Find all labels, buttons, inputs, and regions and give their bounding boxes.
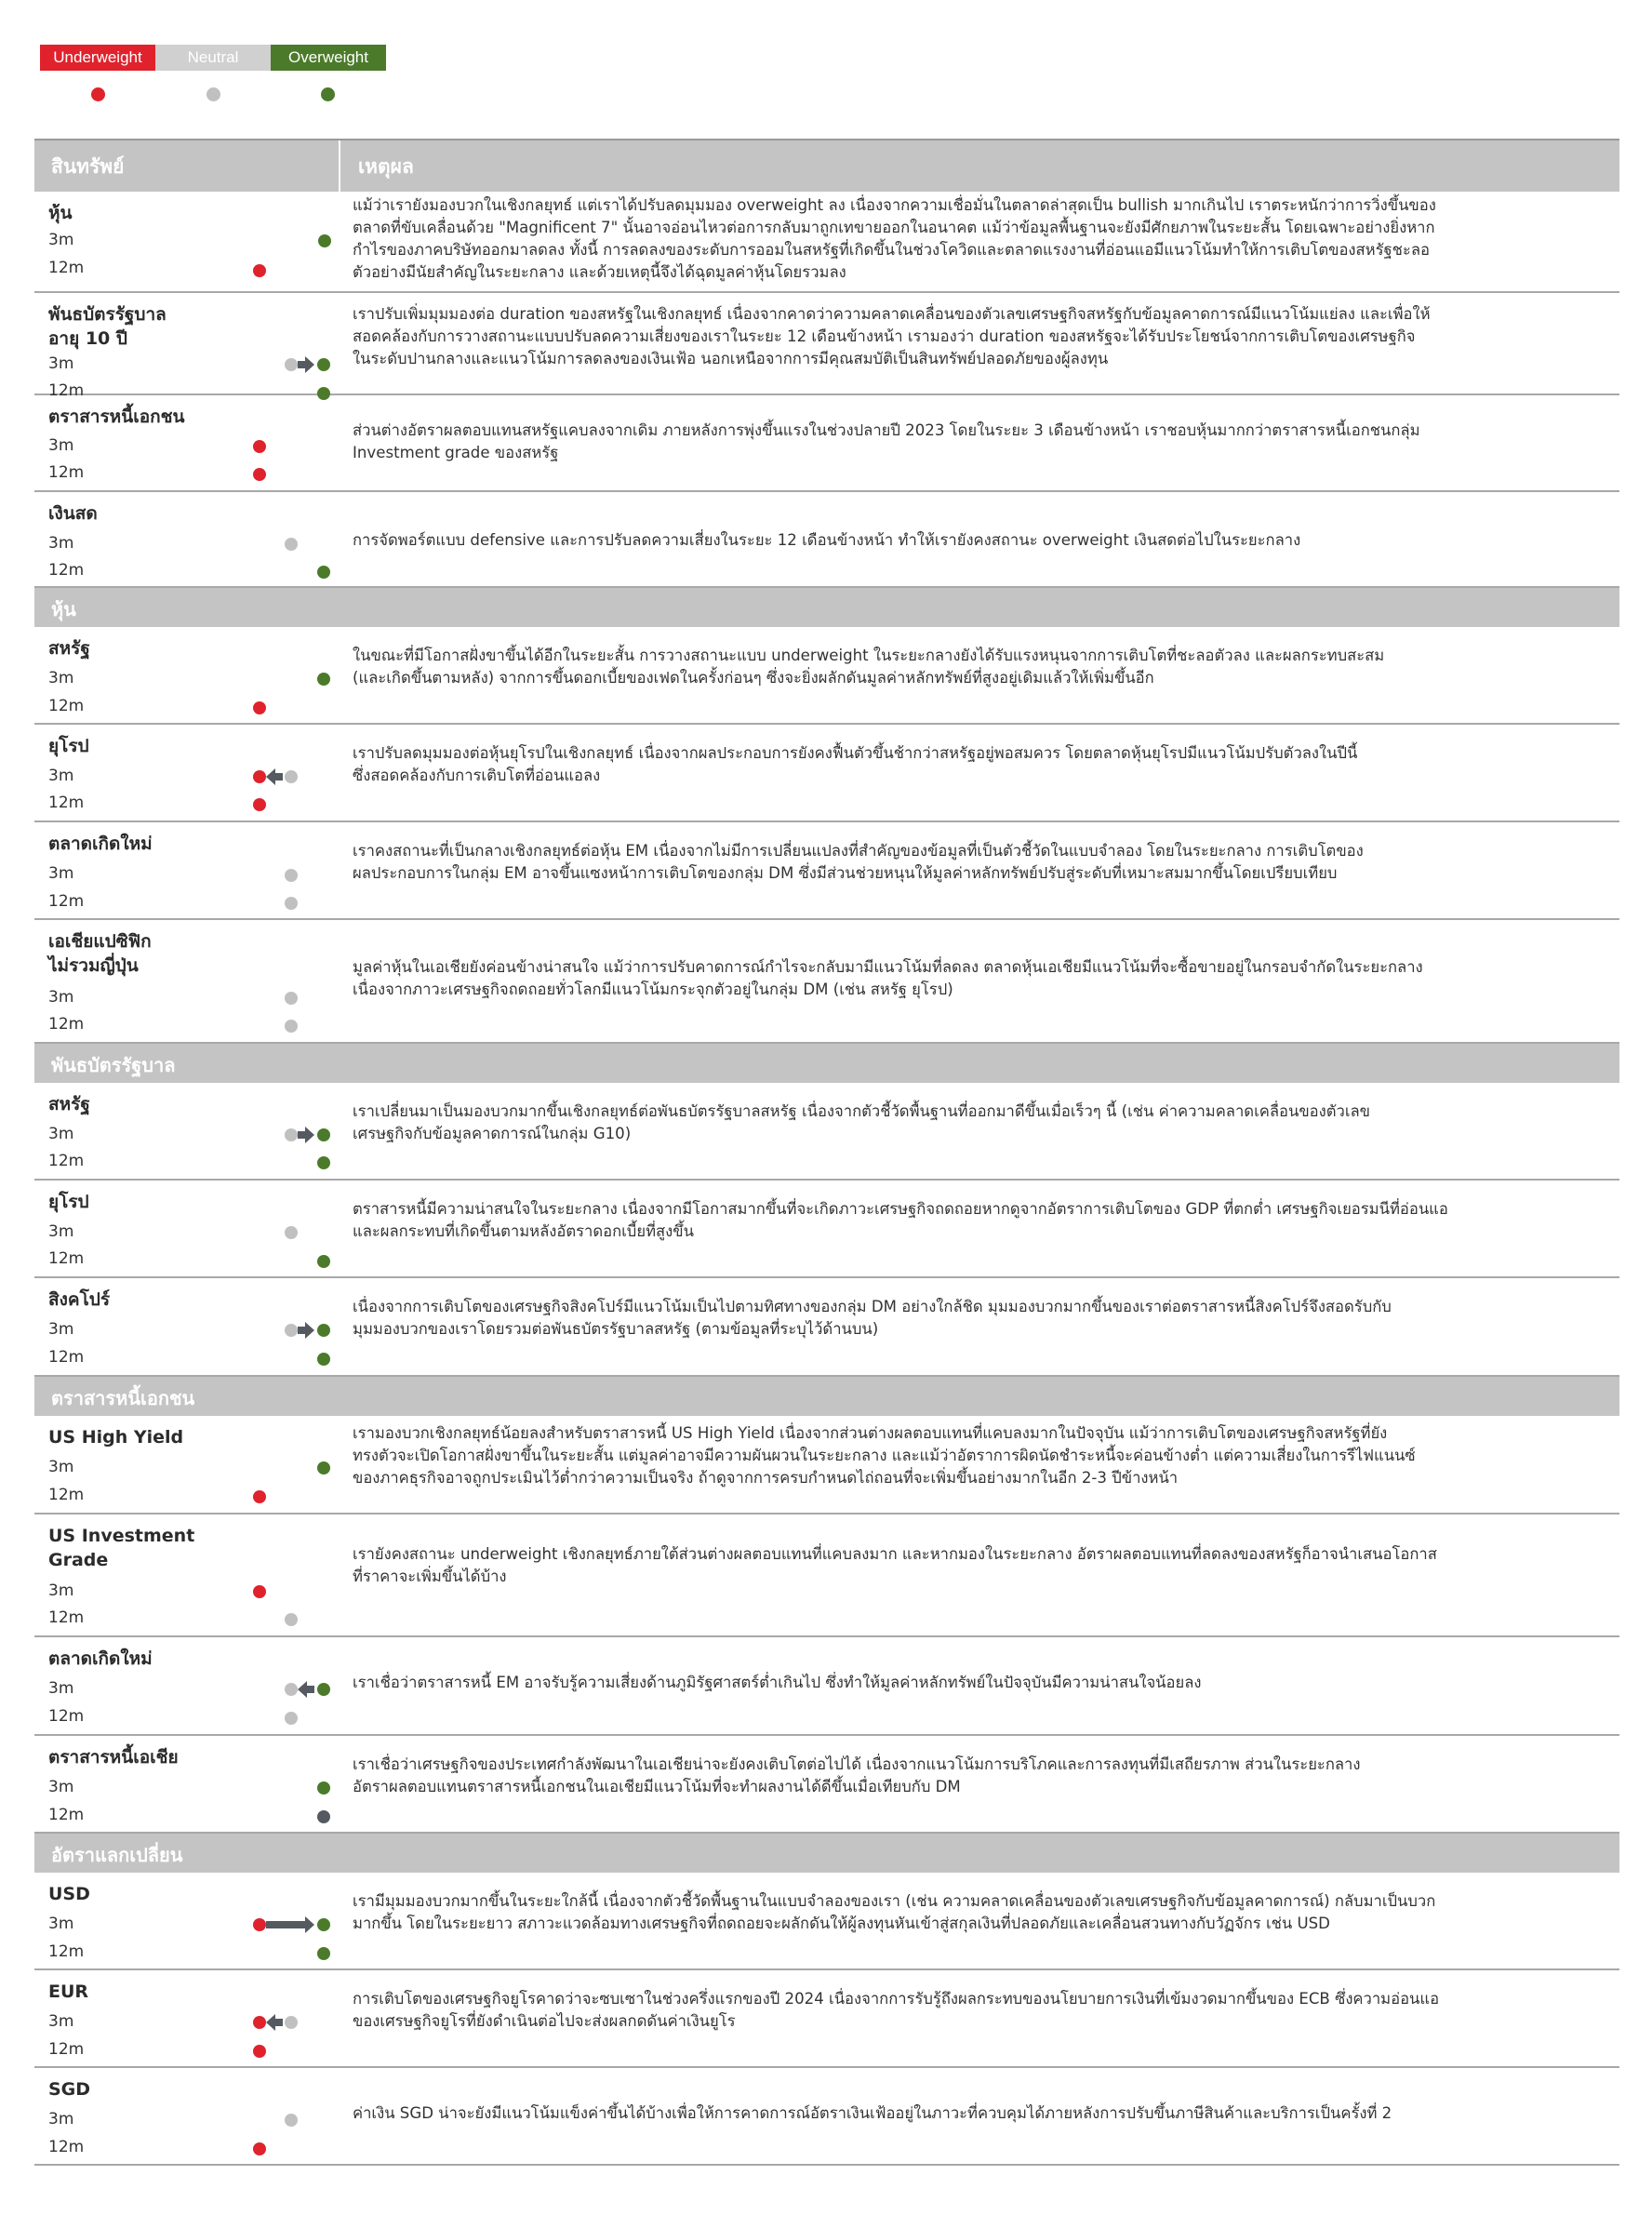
arrow-left-icon bbox=[275, 773, 283, 781]
reason-line: ตัวอย่างมีนัยสำคัญในระยะกลาง และด้วยเหตุนี้จึงได้ฉุดมูลค่าหุ้นโดยรวมลง bbox=[353, 263, 846, 281]
label-12m: 12m bbox=[48, 259, 85, 277]
arrow-left-icon bbox=[275, 2019, 283, 2026]
dot-3m-previous-underweight bbox=[253, 1918, 266, 1931]
row-us-equities bbox=[34, 627, 1619, 725]
reason-line: ในขณะที่มีโอกาสฝั่งขาขึ้นได้อีกในระยะสั้น การวางสถานะแบบ underweight ในระยะกลางยังได้รับแรงหนุนจากการเติบโตที่ชะลอตัวลง และผลกระทบสะสม bbox=[353, 647, 1385, 664]
dot-12m-overweight bbox=[317, 1156, 330, 1169]
row-title: ยุโรป bbox=[48, 1192, 89, 1212]
section-govt-bonds bbox=[34, 1044, 1619, 1083]
label-12m: 12m bbox=[48, 1249, 85, 1268]
row-asia-bonds bbox=[34, 1736, 1619, 1834]
legend-dot-overweight bbox=[321, 87, 335, 101]
row-title-line: อายุ 10 ปี bbox=[48, 328, 127, 349]
label-12m: 12m bbox=[48, 1152, 85, 1170]
dot-12m-overweight bbox=[317, 1947, 330, 1960]
dot-12m-underweight bbox=[253, 1490, 266, 1503]
row-title bbox=[48, 929, 234, 978]
legend-neutral: Neutral bbox=[155, 45, 271, 71]
label-3m: 3m bbox=[48, 354, 74, 373]
reason-line: สอดคล้องกับการวางสถานะแบบปรับลดความเสี่ยงของเราในระยะ 12 เดือนข้างหน้า เรามองว่า duration ของสหรัฐจะได้รับประโยชน์จากการเติบโตของเศรษฐกิจ bbox=[353, 327, 1416, 345]
label-12m: 12m bbox=[48, 1486, 85, 1504]
reason-text bbox=[353, 529, 1604, 552]
row-title: USD bbox=[48, 1884, 90, 1904]
reason-line: (และเกิดขึ้นตามหลัง) จากการขึ้นดอกเบี้ยของเฟดในครั้งก่อนๆ ซึ่งจะยิ่งผลักดันมูลค่าหลักทรัพย์ที่สูงอยู่เดิมแล้วให้เพิ่มขึ้นอีก bbox=[353, 669, 1154, 687]
label-12m: 12m bbox=[48, 892, 85, 911]
arrow-head-icon bbox=[305, 1322, 314, 1339]
section-label: ตราสารหนี้เอกชน bbox=[51, 1387, 195, 1409]
dot-3m-previous-neutral bbox=[285, 1128, 298, 1141]
reason-line: มูลค่าหุ้นในเอเชียยังค่อนข้างน่าสนใจ แม้ว่าการปรับคาดการณ์กำไรจะกลับมามีแนวโน้มที่ลดลง ตลาดหุ้นเอเชียมีแนวโน้มที่จะซื้อขายอยู่ในกรอบจำกัดในระยะกลาง bbox=[353, 958, 1423, 976]
dot-3m-neutral bbox=[285, 1226, 298, 1239]
arrow-head-icon bbox=[298, 1681, 307, 1698]
header-reason: เหตุผล bbox=[358, 155, 414, 178]
row-title: สหรัฐ bbox=[48, 1094, 90, 1114]
dot-12m-underweight bbox=[253, 2045, 266, 2058]
reason-line: ผลประกอบการในกลุ่ม EM อาจขึ้นแซงหน้าการเติบโตของกลุ่ม DM ซึ่งมีส่วนช่วยหนุนให้มูลค่าหลักทรัพย์ปรับสู่ระดับที่เหมาะสมมากขึ้นโดยเปรียบเทียบ bbox=[353, 864, 1338, 882]
dot-12m-neutral bbox=[285, 897, 298, 910]
row-title bbox=[48, 1524, 234, 1572]
reason-line: มุมมองบวกของเราโดยรวมต่อพันธบัตรรัฐบาลสหรัฐ (ตามข้อมูลที่ระบุไว้ด้านบน) bbox=[353, 1320, 879, 1338]
reason-line: เรามองบวกเชิงกลยุทธ์น้อยลงสำหรับตราสารหนี้ US High Yield เนื่องจากส่วนต่างผลตอบแทนที่แคบลงมากในปัจจุบัน แม้ว่าการเติบโตของเศรษฐกิจสหรัฐที่ยัง bbox=[353, 1424, 1388, 1442]
reason-line: กำไรของภาคบริษัทออกมาลดลง ทั้งนี้ การลดลงของระดับการออมในสหรัฐที่เกิดขึ้นในช่วงโควิดและตลาดแรงงานที่อ่อนแอมีแนวโน้มทำให้การเติบโตของสหรัฐชะลอ bbox=[353, 241, 1430, 259]
arrow-head-icon bbox=[266, 768, 275, 785]
reason-line: ตลาดที่ขับเคลื่อนด้วย "Magnificent 7" นั้นอาจอ่อนไหวต่อการกลับมาถูกเทขายออกในอนาคต แม้ว่าข้อมูลพื้นฐานจะยังมีศักยภาพในระยะสั้น โดยเฉพาะอย่างยิ่งหาก bbox=[353, 219, 1435, 236]
label-3m: 3m bbox=[48, 1320, 74, 1339]
label-12m: 12m bbox=[48, 1608, 85, 1627]
label-12m: 12m bbox=[48, 1015, 85, 1034]
dot-3m-underweight bbox=[253, 770, 266, 783]
reason-text bbox=[353, 956, 1604, 1001]
dot-3m-neutral bbox=[285, 992, 298, 1005]
reason-line: มากขึ้น โดยในระยะยาว สภาวะแวดล้อมทางเศรษฐกิจที่ถดถอยจะผลักดันให้ผู้ลงทุนหันเข้าสู่สกุลเงินที่ปลอดภัยและเคลื่อนสวนทางกับวัฏจักร เช่น USD bbox=[353, 1915, 1330, 1932]
label-12m: 12m bbox=[48, 381, 85, 400]
label-12m: 12m bbox=[48, 2040, 85, 2059]
reason-line: การจัดพอร์ตแบบ defensive และการปรับลดความเสี่ยงในระยะ 12 เดือนข้างหน้า ทำให้เรายังคงสถานะ overweight เงินสดต่อไปในระยะกลาง bbox=[353, 531, 1301, 549]
reason-text bbox=[353, 1988, 1604, 2033]
dot-3m-previous-neutral bbox=[285, 358, 298, 371]
dot-3m-overweight bbox=[317, 1128, 330, 1141]
row-title bbox=[48, 302, 234, 351]
dot-3m-underweight bbox=[253, 2016, 266, 2029]
legend-overweight: Overweight bbox=[271, 45, 386, 71]
reason-line: เราเชื่อว่าตราสารหนี้ EM อาจรับรู้ความเสี่ยงด้านภูมิรัฐศาสตร์ต่ำเกินไป ซึ่งทำให้มูลค่าหลักทรัพย์ในปัจจุบันมีความน่าสนใจน้อยลง bbox=[353, 1674, 1202, 1691]
section-corporate-bonds bbox=[34, 1377, 1619, 1416]
dot-3m-overweight bbox=[317, 358, 330, 371]
row-title: สิงคโปร์ bbox=[48, 1289, 111, 1310]
row-title: US High Yield bbox=[48, 1427, 184, 1448]
row-us-high-yield bbox=[34, 1416, 1619, 1514]
dot-12m-neutral bbox=[285, 1613, 298, 1626]
row-title-line: เอเชียแปซิฟิก bbox=[48, 931, 152, 952]
row-us-govt-bonds bbox=[34, 1083, 1619, 1181]
row-em-bonds bbox=[34, 1637, 1619, 1736]
dot-3m-overweight bbox=[317, 1683, 330, 1696]
reason-line: เราเปลี่ยนมาเป็นมองบวกมากขึ้นเชิงกลยุทธ์ต่อพันธบัตรรัฐบาลสหรัฐ เนื่องจากตัวชี้วัดพื้นฐานที่ออกมาดีขึ้นเมื่อเร็วๆ นี้ (เช่น ค่าความคลาดเคลื่อนของตัวเลข bbox=[353, 1102, 1371, 1120]
reason-line: เราเชื่อว่าเศรษฐกิจของประเทศกำลังพัฒนาในเอเชียน่าจะยังคงเติบโตต่อไปได้ เนื่องจากแนวโน้มการบริโภคและการลงทุนที่มีเสถียรภาพ ส่วนในระยะกลาง bbox=[353, 1755, 1361, 1773]
legend-dot-underweight bbox=[91, 87, 105, 101]
row-title-line: พันธบัตรรัฐบาล bbox=[48, 304, 167, 325]
reason-text bbox=[353, 840, 1604, 885]
section-fx bbox=[34, 1834, 1619, 1873]
reason-text bbox=[353, 1422, 1604, 1489]
arrow-right-icon bbox=[298, 361, 305, 368]
reason-line: การเติบโตของเศรษฐกิจยูโรคาดว่าจะซบเซาในช่วงครึ่งแรกของปี 2024 เนื่องจากการรับรู้ถึงผลกระทบของนโยบายการเงินที่เข้มงวดมากขึ้นของ ECB ซึ่งความอ่อนแอ bbox=[353, 1990, 1440, 2008]
reason-line: ที่ราคาจะเพิ่มขึ้นได้บ้าง bbox=[353, 1568, 507, 1585]
arrow-head-icon bbox=[305, 1916, 314, 1933]
row-eur bbox=[34, 1970, 1619, 2068]
arrow-left-icon bbox=[307, 1686, 314, 1693]
dot-12m-neutral bbox=[285, 1020, 298, 1033]
arrow-head-icon bbox=[305, 356, 314, 373]
dot-3m-neutral bbox=[285, 538, 298, 551]
row-title: ตราสารหนี้เอเชีย bbox=[48, 1747, 179, 1768]
label-3m: 3m bbox=[48, 534, 74, 553]
label-3m: 3m bbox=[48, 2012, 74, 2031]
reason-text bbox=[353, 742, 1604, 787]
label-3m: 3m bbox=[48, 1915, 74, 1933]
reason-line: และผลกระทบที่เกิดขึ้นตามหลังอัตราดอกเบี้ยที่สูงขึ้น bbox=[353, 1222, 694, 1240]
row-title: SGD bbox=[48, 2079, 91, 2100]
label-3m: 3m bbox=[48, 1222, 74, 1241]
reason-line: ซึ่งสอดคล้องกับการเติบโตที่อ่อนแอลง bbox=[353, 767, 601, 784]
dot-3m-underweight bbox=[253, 440, 266, 453]
row-equities bbox=[34, 192, 1619, 293]
dot-3m-neutral bbox=[285, 869, 298, 882]
dot-12m-underweight bbox=[253, 2142, 266, 2155]
reason-text bbox=[353, 303, 1604, 370]
reason-text bbox=[353, 645, 1604, 689]
section-equities bbox=[34, 588, 1619, 627]
reason-text bbox=[353, 194, 1604, 284]
reason-text bbox=[353, 1754, 1604, 1798]
reason-line: ตราสารหนี้มีความน่าสนใจในระยะกลาง เนื่องจากมีโอกาสมากขึ้นที่จะเกิดภาวะเศรษฐกิจถดถอยหากดูจากอัตราการเติบโตของ GDP ที่ตกต่ำ เศรษฐกิจเยอรมนีที่อ่อนแอ bbox=[353, 1200, 1448, 1218]
dot-12m-underweight bbox=[253, 798, 266, 811]
label-12m: 12m bbox=[48, 1348, 85, 1367]
label-3m: 3m bbox=[48, 767, 74, 785]
row-europe-equities bbox=[34, 725, 1619, 822]
label-12m: 12m bbox=[48, 463, 85, 482]
label-3m: 3m bbox=[48, 231, 74, 249]
reason-line: ของภาคธุรกิจอาจถูกประเมินไว้ต่ำกว่าความเป็นจริง ถ้าดูจากการครบกำหนดไถ่ถอนที่จะเพิ่มขึ้นอย่างมากในอีก 2-3 ปีข้างหน้า bbox=[353, 1469, 1179, 1487]
row-title: สหรัฐ bbox=[48, 638, 90, 659]
reason-text bbox=[353, 420, 1604, 464]
arrow-right-icon bbox=[298, 1131, 305, 1139]
arrow-right-icon bbox=[266, 1921, 305, 1928]
label-12m: 12m bbox=[48, 1942, 85, 1961]
reason-line: เนื่องจากการเติบโตของเศรษฐกิจสิงคโปร์มีแนวโน้มเป็นไปตามทิศทางของกลุ่ม DM อย่างใกล้ชิด มุมมองบวกมากขึ้นของเราต่อตราสารหนี้สิงคโปร์จึงสอดรับกับ bbox=[353, 1298, 1392, 1315]
dot-3m-overweight bbox=[317, 673, 330, 686]
section-label: หุ้น bbox=[51, 598, 76, 620]
reason-line: เราปรับลดมุมมองต่อหุ้นยุโรปในเชิงกลยุทธ์ เนื่องจากผลประกอบการยังคงฟื้นตัวขึ้นช้ากว่าสหรัฐอยู่พอสมควร โดยตลาดหุ้นยุโรปมีแนวโน้มปรับตัวลงในปีนี้ bbox=[353, 744, 1358, 762]
reason-line: เรามีมุมมองบวกมากขึ้นในระยะใกล้นี้ เนื่องจากตัวชี้วัดพื้นฐานในแบบจำลองของเรา (เช่น ความคลาดเคลื่อนของตัวเลขเศรษฐกิจกับข้อมูลคาดการณ์) กลับมาเป็นบวก bbox=[353, 1892, 1436, 1910]
dot-3m-overweight bbox=[317, 1324, 330, 1337]
arrow-head-icon bbox=[266, 2014, 275, 2031]
reason-line: แม้ว่าเรายังมองบวกในเชิงกลยุทธ์ แต่เราได้ปรับลดมุมมอง overweight ลง เนื่องจากความเชื่อมั่นในตลาดล่าสุดเป็น bullish มากเกินไป เราตระหนักว่าการวิ่งขึ้นของ bbox=[353, 196, 1436, 214]
reason-line: ทรงตัวจะเปิดโอกาสฝั่งขาขึ้นในระยะสั้น แต่มูลค่าอาจมีความผันผวนในระยะกลาง และแม้ว่าอัตราการผิดนัดชำระหนี้จะค่อนข้างต่ำ แต่ความเสี่ยงในการรีไฟแนนซ์ bbox=[353, 1447, 1416, 1464]
arrow-head-icon bbox=[305, 1127, 314, 1143]
label-3m: 3m bbox=[48, 1458, 74, 1476]
row-usd bbox=[34, 1873, 1619, 1970]
label-3m: 3m bbox=[48, 436, 74, 455]
reason-line: เรายังคงสถานะ underweight เชิงกลยุทธ์ภายใต้ส่วนต่างผลตอบแทนที่แคบลงมาก และหากมองในระยะกลาง อัตราผลตอบแทนที่ลดลงของสหรัฐก็อาจนำเสนอโอกาส bbox=[353, 1545, 1437, 1563]
reason-text bbox=[353, 1296, 1604, 1341]
row-govt-bonds-10y bbox=[34, 293, 1619, 400]
dot-3m-overweight bbox=[317, 1918, 330, 1931]
reason-text bbox=[353, 1672, 1604, 1694]
row-title: ยุโรป bbox=[48, 736, 89, 756]
dot-12m-underweight bbox=[253, 701, 266, 714]
dot-12m-neutral bbox=[285, 1712, 298, 1725]
row-singapore-govt-bonds bbox=[34, 1278, 1619, 1377]
reason-line: เนื่องจากภาวะเศรษฐกิจถดถอยทั่วโลกมีแนวโน้มกระจุกตัวอยู่ในกลุ่ม DM (เช่น สหรัฐ ยุโรป) bbox=[353, 981, 953, 998]
dot-3m-previous-neutral bbox=[285, 770, 298, 783]
row-title: เงินสด bbox=[48, 503, 98, 524]
reason-line: เศรษฐกิจกับข้อมูลคาดการณ์ในกลุ่ม G10) bbox=[353, 1125, 632, 1142]
row-europe-govt-bonds bbox=[34, 1181, 1619, 1278]
reason-line: เราคงสถานะที่เป็นกลางเชิงกลยุทธ์ต่อหุ้น EM เนื่องจากไม่มีการเปลี่ยนแปลงที่สำคัญของข้อมูลที่เป็นตัวชี้วัดในแบบจำลอง โดยในระยะกลาง การเติบโตของ bbox=[353, 842, 1364, 860]
row-corporate-bonds bbox=[34, 395, 1619, 492]
row-title: ตลาดเกิดใหม่ bbox=[48, 834, 153, 854]
header-asset: สินทรัพย์ bbox=[51, 155, 125, 178]
reason-text bbox=[353, 1101, 1604, 1145]
reason-line: ส่วนต่างอัตราผลตอบแทนสหรัฐแคบลงจากเดิม ภายหลังการพุ่งขึ้นแรงในช่วงปลายปี 2023 โดยในระยะ 3 เดือนข้างหน้า เราชอบหุ้นมากกว่าตราสารหนี้เอกชนกลุ่ม bbox=[353, 421, 1420, 439]
reason-line: ของเศรษฐกิจยูโรที่ยังดำเนินต่อไปจะส่งผลกดดันค่าเงินยูโร bbox=[353, 2012, 736, 2030]
label-12m: 12m bbox=[48, 561, 85, 580]
row-asia-ex-japan-equities bbox=[34, 920, 1619, 1044]
label-3m: 3m bbox=[48, 1679, 74, 1698]
legend-dot-neutral bbox=[206, 87, 220, 101]
label-3m: 3m bbox=[48, 1581, 74, 1600]
label-3m: 3m bbox=[48, 988, 74, 1007]
table-header bbox=[34, 139, 1619, 192]
dot-3m-underweight bbox=[253, 1585, 266, 1598]
reason-text bbox=[353, 1543, 1604, 1588]
label-12m: 12m bbox=[48, 794, 85, 812]
row-title: หุ้น bbox=[48, 203, 73, 223]
label-12m: 12m bbox=[48, 1806, 85, 1824]
dot-12m-overweight bbox=[317, 566, 330, 579]
reason-line: ในระดับปานกลางและแนวโน้มการลดลงของเงินเฟ้อ นอกเหนือจากการมีคุณสมบัติเป็นสินทรัพย์ปลอดภัยของผู้ลงทุน bbox=[353, 350, 1109, 367]
reason-text bbox=[353, 1890, 1604, 1935]
row-title: EUR bbox=[48, 1981, 89, 2002]
dot-12m-underweight bbox=[253, 264, 266, 277]
label-3m: 3m bbox=[48, 864, 74, 883]
label-3m: 3m bbox=[48, 1778, 74, 1796]
row-cash bbox=[34, 492, 1619, 588]
reason-text bbox=[353, 2102, 1604, 2125]
dot-12m-overweight bbox=[317, 1353, 330, 1366]
dot-3m-previous-neutral bbox=[285, 1683, 298, 1696]
section-label: พันธบัตรรัฐบาล bbox=[51, 1054, 176, 1076]
reason-line: เราปรับเพิ่มมุมมองต่อ duration ของสหรัฐในเชิงกลยุทธ์ เนื่องจากคาดว่าความคลาดเคลื่อนของตัวเลขเศรษฐกิจสหรัฐกับข้อมูลคาดการณ์มีแนวโน้มแย่ลง และเพื่อให้ bbox=[353, 305, 1431, 323]
reason-text bbox=[353, 1198, 1604, 1243]
row-title-line: ไม่รวมญี่ปุ่น bbox=[48, 955, 139, 976]
dot-3m-neutral bbox=[285, 2114, 298, 2127]
legend-underweight: Underweight bbox=[40, 45, 155, 71]
row-us-investment-grade bbox=[34, 1514, 1619, 1637]
row-sgd bbox=[34, 2068, 1619, 2166]
dot-3m-overweight bbox=[317, 1461, 330, 1474]
header-divider bbox=[339, 140, 340, 192]
row-em-equities bbox=[34, 822, 1619, 920]
label-3m: 3m bbox=[48, 669, 74, 687]
section-label: อัตราแลกเปลี่ยน bbox=[51, 1844, 183, 1866]
dot-3m-previous-neutral bbox=[285, 2016, 298, 2029]
reason-line: อัตราผลตอบแทนตราสารหนี้เอกชนในเอเชียมีแนวโน้มที่จะทำผลงานได้ดีขึ้นเมื่อเทียบกับ DM bbox=[353, 1778, 961, 1795]
row-title: ตราสารหนี้เอกชน bbox=[48, 407, 185, 427]
reason-line: Investment grade ของสหรัฐ bbox=[353, 444, 559, 461]
row-title-line: US Investment bbox=[48, 1526, 195, 1546]
row-title: ตลาดเกิดใหม่ bbox=[48, 1648, 153, 1669]
arrow-right-icon bbox=[298, 1327, 305, 1334]
label-3m: 3m bbox=[48, 2110, 74, 2128]
dot-3m-overweight bbox=[317, 1781, 330, 1795]
asset-allocation-table bbox=[34, 139, 1619, 2166]
dot-12m-underweight bbox=[253, 468, 266, 481]
label-12m: 12m bbox=[48, 697, 85, 715]
dot-3m-previous-neutral bbox=[285, 1324, 298, 1337]
label-3m: 3m bbox=[48, 1125, 74, 1143]
reason-line: ค่าเงิน SGD น่าจะยังมีแนวโน้มแข็งค่าขึ้นได้บ้างเพื่อให้การคาดการณ์อัตราเงินเฟ้ออยู่ในภาวะที่ควบคุมได้ภายหลังการปรับขึ้นภาษีสินค้าและบริการเป็นครั้งที่ 2 bbox=[353, 2104, 1392, 2122]
dot-3m-overweight bbox=[318, 234, 331, 247]
label-12m: 12m bbox=[48, 2138, 85, 2156]
label-12m: 12m bbox=[48, 1707, 85, 1726]
dot-12m-dark bbox=[317, 1810, 330, 1823]
row-title-line: Grade bbox=[48, 1550, 109, 1570]
dot-12m-overweight bbox=[317, 1255, 330, 1268]
